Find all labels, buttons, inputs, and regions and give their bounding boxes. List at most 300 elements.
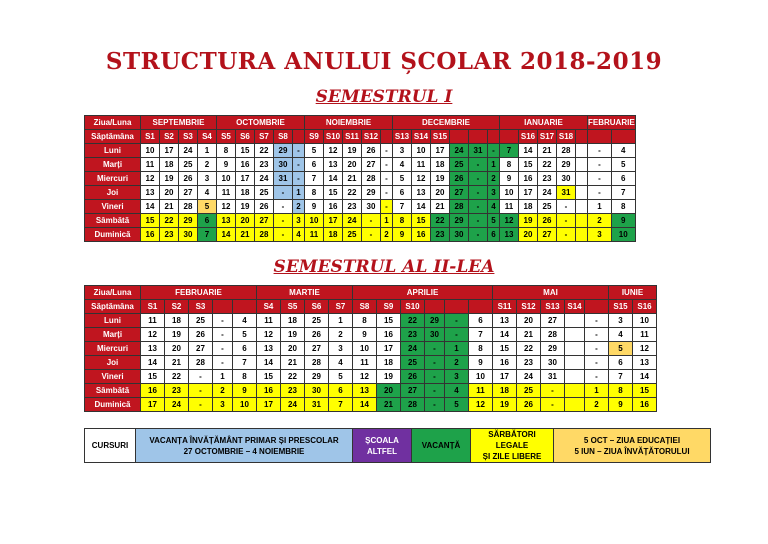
day-cell: 29	[541, 342, 565, 356]
day-cell	[565, 314, 585, 328]
day-cell: -	[381, 158, 393, 172]
day-cell: 2	[488, 172, 500, 186]
day-cell: 19	[493, 398, 517, 412]
week-header-cell: S5	[217, 130, 236, 144]
day-cell: 11	[353, 356, 377, 370]
week-header-cell: S10	[401, 300, 425, 314]
day-cell: -	[293, 172, 305, 186]
week-header-cell: S1	[141, 300, 165, 314]
month-header-cell: IUNIE	[609, 286, 657, 300]
day-cell: 25	[538, 200, 557, 214]
day-cell: 3	[198, 172, 217, 186]
week-header-cell: S1	[141, 130, 160, 144]
day-row	[85, 144, 636, 158]
day-cell: 17	[257, 398, 281, 412]
day-cell: 27	[450, 186, 469, 200]
day-cell: 13	[500, 228, 519, 242]
day-cell: 16	[141, 384, 165, 398]
day-cell: 22	[401, 314, 425, 328]
day-cell: -	[425, 342, 445, 356]
day-cell: 28	[255, 228, 274, 242]
day-cell: 14	[633, 370, 657, 384]
day-cell: 20	[160, 186, 179, 200]
day-cell: 23	[255, 158, 274, 172]
day-row	[85, 356, 657, 370]
day-cell: -	[213, 328, 233, 342]
day-cell: 23	[517, 356, 541, 370]
day-cell: -	[213, 356, 233, 370]
day-cell: 4	[198, 186, 217, 200]
day-cell	[576, 214, 588, 228]
day-cell: 19	[281, 328, 305, 342]
day-cell: -	[425, 370, 445, 384]
day-cell: 15	[493, 342, 517, 356]
day-cell: 1	[488, 158, 500, 172]
week-header-cell	[425, 300, 445, 314]
day-cell: -	[488, 144, 500, 158]
day-cell: 27	[541, 314, 565, 328]
day-cell: 17	[141, 398, 165, 412]
day-cell: -	[557, 200, 576, 214]
day-cell: 29	[305, 370, 329, 384]
day-cell: 2	[329, 328, 353, 342]
month-header-cell: FEBRUARIE	[141, 286, 257, 300]
day-cell: 13	[353, 384, 377, 398]
day-cell: 12	[500, 214, 519, 228]
day-cell: 18	[519, 200, 538, 214]
day-cell: 29	[362, 186, 381, 200]
day-cell: 21	[236, 228, 255, 242]
day-cell: 14	[353, 398, 377, 412]
day-cell: 20	[343, 158, 362, 172]
day-cell: 20	[165, 342, 189, 356]
day-cell: 18	[281, 314, 305, 328]
week-header-cell: S3	[189, 300, 213, 314]
day-row	[85, 172, 636, 186]
day-cell	[565, 356, 585, 370]
week-header-cell	[445, 300, 469, 314]
day-cell: 14	[257, 356, 281, 370]
day-cell: 27	[189, 342, 213, 356]
day-cell: 18	[493, 384, 517, 398]
day-cell: 11	[257, 314, 281, 328]
week-header-cell	[488, 130, 500, 144]
day-label: Vineri	[85, 370, 141, 384]
day-cell: 30	[362, 200, 381, 214]
day-cell: 23	[160, 228, 179, 242]
day-cell: 22	[343, 186, 362, 200]
day-cell: 11	[633, 328, 657, 342]
day-cell	[565, 328, 585, 342]
day-cell: -	[362, 228, 381, 242]
day-cell: 3	[393, 144, 412, 158]
day-cell: -	[381, 172, 393, 186]
day-cell: 22	[517, 342, 541, 356]
week-header-cell	[585, 300, 609, 314]
day-cell: 23	[538, 172, 557, 186]
day-cell: 11	[141, 158, 160, 172]
day-cell: 5	[609, 342, 633, 356]
day-cell: 5	[198, 200, 217, 214]
day-cell: 3	[293, 214, 305, 228]
day-cell: -	[274, 214, 293, 228]
month-header-cell: DECEMBRIE	[393, 116, 500, 130]
day-cell: 30	[541, 356, 565, 370]
day-row	[85, 398, 657, 412]
day-cell: 13	[141, 342, 165, 356]
day-cell: 22	[160, 214, 179, 228]
week-header-cell: S13	[393, 130, 412, 144]
day-cell: 5	[329, 370, 353, 384]
day-cell: 22	[255, 144, 274, 158]
week-header-cell: S3	[179, 130, 198, 144]
day-label: Vineri	[85, 200, 141, 214]
day-cell: 4	[393, 158, 412, 172]
day-cell: 5	[488, 214, 500, 228]
day-cell: 8	[609, 384, 633, 398]
day-cell: 11	[500, 200, 519, 214]
day-cell: 4	[611, 144, 635, 158]
day-cell: 7	[198, 228, 217, 242]
week-header-cell: S8	[274, 130, 293, 144]
week-header-cell: S14	[412, 130, 431, 144]
day-cell: -	[425, 356, 445, 370]
week-header-cell: S16	[633, 300, 657, 314]
week-header-cell: S15	[431, 130, 450, 144]
day-cell: 2	[198, 158, 217, 172]
day-cell: 24	[450, 144, 469, 158]
day-cell: 13	[633, 356, 657, 370]
day-cell: 17	[236, 172, 255, 186]
day-cell: 23	[431, 228, 450, 242]
day-cell: 28	[362, 172, 381, 186]
day-cell: 28	[450, 200, 469, 214]
day-cell: 5	[445, 398, 469, 412]
day-cell: 28	[305, 356, 329, 370]
day-cell: 25	[305, 314, 329, 328]
day-cell: -	[588, 158, 612, 172]
day-cell: -	[425, 398, 445, 412]
day-cell: 26	[450, 172, 469, 186]
semester-2-calendar	[84, 285, 657, 412]
day-cell: 23	[165, 384, 189, 398]
day-cell: 16	[377, 328, 401, 342]
day-cell: 3	[329, 342, 353, 356]
day-cell: 16	[141, 228, 160, 242]
day-cell: 28	[557, 144, 576, 158]
semester-1-title: SEMESTRUL I	[315, 87, 453, 107]
day-cell: 11	[141, 314, 165, 328]
day-cell: 14	[493, 328, 517, 342]
day-cell: 22	[538, 158, 557, 172]
week-header-cell	[576, 130, 588, 144]
day-cell: 18	[236, 186, 255, 200]
day-cell: 25	[343, 228, 362, 242]
day-cell: 12	[141, 172, 160, 186]
day-cell: 9	[609, 398, 633, 412]
week-header-cell	[381, 130, 393, 144]
day-cell: 4	[293, 228, 305, 242]
day-cell: 3	[588, 228, 612, 242]
day-cell: 3	[213, 398, 233, 412]
day-cell: 24	[538, 186, 557, 200]
day-cell: 21	[517, 328, 541, 342]
day-row	[85, 228, 636, 242]
week-header-cell: S10	[324, 130, 343, 144]
day-cell: 20	[519, 228, 538, 242]
day-cell: 13	[141, 186, 160, 200]
day-label: Sâmbătă	[85, 384, 141, 398]
day-cell: 9	[217, 158, 236, 172]
day-cell: 2	[293, 200, 305, 214]
day-cell	[576, 200, 588, 214]
day-cell: 27	[179, 186, 198, 200]
day-cell: 28	[189, 356, 213, 370]
day-cell: 17	[377, 342, 401, 356]
day-cell: 24	[281, 398, 305, 412]
day-cell: 21	[431, 200, 450, 214]
week-header-cell: S12	[362, 130, 381, 144]
day-cell: 26	[401, 370, 425, 384]
day-cell: 4	[329, 356, 353, 370]
day-label: Joi	[85, 186, 141, 200]
week-header-cell	[450, 130, 469, 144]
day-cell: 31	[469, 144, 488, 158]
day-cell: 26	[255, 200, 274, 214]
day-cell: 2	[213, 384, 233, 398]
month-header-cell: IANUARIE	[500, 116, 588, 130]
week-header-cell: S7	[255, 130, 274, 144]
week-header-cell: S4	[257, 300, 281, 314]
day-cell	[576, 172, 588, 186]
day-cell: 27	[305, 342, 329, 356]
day-cell: 25	[450, 158, 469, 172]
legend-item: VACANȚĂ	[412, 429, 471, 463]
day-label: Marți	[85, 158, 141, 172]
legend-item: 5 OCT – ZIUA EDUCAȚIEI 5 IUN – ZIUA ÎNVĂȚĂTORULUI	[554, 429, 711, 463]
day-cell: 1	[588, 200, 612, 214]
day-cell: 24	[517, 370, 541, 384]
day-cell: 10	[611, 228, 635, 242]
week-header-cell: S2	[160, 130, 179, 144]
day-cell: 1	[293, 186, 305, 200]
day-cell: 21	[343, 172, 362, 186]
day-cell: 1	[585, 384, 609, 398]
day-cell: 14	[324, 172, 343, 186]
day-cell: 14	[519, 144, 538, 158]
month-header-cell: NOIEMBRIE	[305, 116, 393, 130]
day-cell: 17	[324, 214, 343, 228]
week-header-cell: S8	[353, 300, 377, 314]
day-cell: 18	[431, 158, 450, 172]
day-cell: 20	[431, 186, 450, 200]
day-cell: 18	[160, 158, 179, 172]
day-cell: 16	[324, 200, 343, 214]
day-cell: 18	[377, 356, 401, 370]
day-cell: 26	[362, 144, 381, 158]
day-cell: 30	[450, 228, 469, 242]
legend-item: ȘCOALA ALTFEL	[353, 429, 412, 463]
month-row-label: Ziua/Luna	[85, 116, 141, 130]
week-header-cell: S13	[541, 300, 565, 314]
day-cell: 15	[257, 370, 281, 384]
day-cell: 9	[611, 214, 635, 228]
month-header-cell: OCTOMBRIE	[217, 116, 305, 130]
day-cell: 20	[377, 384, 401, 398]
day-label: Miercuri	[85, 342, 141, 356]
day-cell: 10	[633, 314, 657, 328]
day-cell: 6	[233, 342, 257, 356]
day-row	[85, 328, 657, 342]
day-cell: 20	[236, 214, 255, 228]
day-cell	[576, 228, 588, 242]
day-cell: -	[585, 314, 609, 328]
day-cell: -	[469, 228, 488, 242]
day-cell: 10	[141, 144, 160, 158]
day-cell: 10	[353, 342, 377, 356]
day-cell	[565, 398, 585, 412]
day-cell: 8	[353, 314, 377, 328]
day-cell: 17	[519, 186, 538, 200]
week-header-cell: S6	[236, 130, 255, 144]
day-cell: -	[425, 384, 445, 398]
day-cell: 15	[377, 314, 401, 328]
day-cell: 6	[488, 228, 500, 242]
day-cell: 15	[236, 144, 255, 158]
week-header-cell	[213, 300, 233, 314]
day-cell: 28	[179, 200, 198, 214]
day-cell: 16	[236, 158, 255, 172]
week-row-label: Săptămâna	[85, 300, 141, 314]
day-cell: 21	[377, 398, 401, 412]
day-cell: 10	[305, 214, 324, 228]
month-row-label: Ziua/Luna	[85, 286, 141, 300]
day-cell: 13	[217, 214, 236, 228]
day-cell: 17	[160, 144, 179, 158]
week-header-cell: S5	[281, 300, 305, 314]
day-cell: 16	[412, 228, 431, 242]
day-cell: 21	[281, 356, 305, 370]
day-cell: 11	[469, 384, 493, 398]
day-cell: -	[588, 186, 612, 200]
day-cell: 2	[381, 228, 393, 242]
day-cell: 11	[217, 186, 236, 200]
day-cell: 7	[305, 172, 324, 186]
day-cell: 2	[588, 214, 612, 228]
day-label: Duminică	[85, 398, 141, 412]
day-cell: -	[541, 398, 565, 412]
day-cell: 14	[217, 228, 236, 242]
day-cell: 13	[412, 186, 431, 200]
day-cell: 4	[609, 328, 633, 342]
day-cell: 12	[633, 342, 657, 356]
day-cell: 6	[393, 186, 412, 200]
day-row	[85, 342, 657, 356]
day-cell: -	[469, 158, 488, 172]
day-cell: 25	[255, 186, 274, 200]
day-cell: 20	[517, 314, 541, 328]
day-cell: 10	[233, 398, 257, 412]
day-cell: 24	[165, 398, 189, 412]
day-cell: 4	[488, 200, 500, 214]
week-header-cell: S17	[538, 130, 557, 144]
day-cell: 26	[538, 214, 557, 228]
day-cell: -	[585, 328, 609, 342]
day-cell: 23	[401, 328, 425, 342]
day-cell: 8	[217, 144, 236, 158]
day-cell: 6	[611, 172, 635, 186]
day-cell: 1	[381, 214, 393, 228]
day-cell: 9	[305, 200, 324, 214]
day-cell: 21	[160, 200, 179, 214]
day-row	[85, 384, 657, 398]
day-cell: -	[585, 370, 609, 384]
week-header-cell	[233, 300, 257, 314]
day-cell: 24	[179, 144, 198, 158]
day-cell	[576, 186, 588, 200]
month-header-cell: APRILIE	[353, 286, 493, 300]
day-cell: -	[588, 144, 612, 158]
week-header-cell: S2	[165, 300, 189, 314]
week-header-cell	[293, 130, 305, 144]
month-header-cell: SEPTEMBRIE	[141, 116, 217, 130]
day-cell: 18	[324, 228, 343, 242]
week-header-cell	[611, 130, 635, 144]
day-cell: 26	[517, 398, 541, 412]
day-cell: 30	[179, 228, 198, 242]
day-cell: 16	[519, 172, 538, 186]
day-cell: 7	[469, 328, 493, 342]
semester-2-title: SEMESTRUL AL II-LEA	[273, 257, 495, 277]
day-cell: 5	[305, 144, 324, 158]
day-cell: 29	[450, 214, 469, 228]
week-header-row	[85, 300, 657, 314]
day-cell: 1	[198, 144, 217, 158]
day-cell: 18	[165, 314, 189, 328]
day-cell: 8	[469, 342, 493, 356]
day-cell: 31	[274, 172, 293, 186]
day-cell: 31	[305, 398, 329, 412]
day-cell: 20	[281, 342, 305, 356]
day-cell: 7	[393, 200, 412, 214]
week-header-cell: S4	[198, 130, 217, 144]
day-cell: -	[213, 314, 233, 328]
week-header-cell: S15	[609, 300, 633, 314]
day-cell: -	[189, 384, 213, 398]
day-cell: 3	[609, 314, 633, 328]
day-cell: 24	[343, 214, 362, 228]
day-cell: 29	[425, 314, 445, 328]
day-cell: 13	[493, 314, 517, 328]
day-cell: 22	[281, 370, 305, 384]
day-cell: -	[293, 144, 305, 158]
day-cell: 5	[233, 328, 257, 342]
day-cell	[565, 370, 585, 384]
day-cell: 27	[362, 158, 381, 172]
page-title: STRUCTURA ANULUI ȘCOLAR 2018-2019	[105, 48, 663, 75]
day-cell: -	[362, 214, 381, 228]
day-cell: 25	[189, 314, 213, 328]
day-cell: 6	[469, 314, 493, 328]
day-cell: 6	[198, 214, 217, 228]
day-cell: -	[189, 398, 213, 412]
day-cell: 26	[305, 328, 329, 342]
day-cell: 10	[217, 172, 236, 186]
day-cell: 12	[353, 370, 377, 384]
day-cell: 16	[257, 384, 281, 398]
week-header-cell: S11	[343, 130, 362, 144]
day-cell: -	[381, 186, 393, 200]
